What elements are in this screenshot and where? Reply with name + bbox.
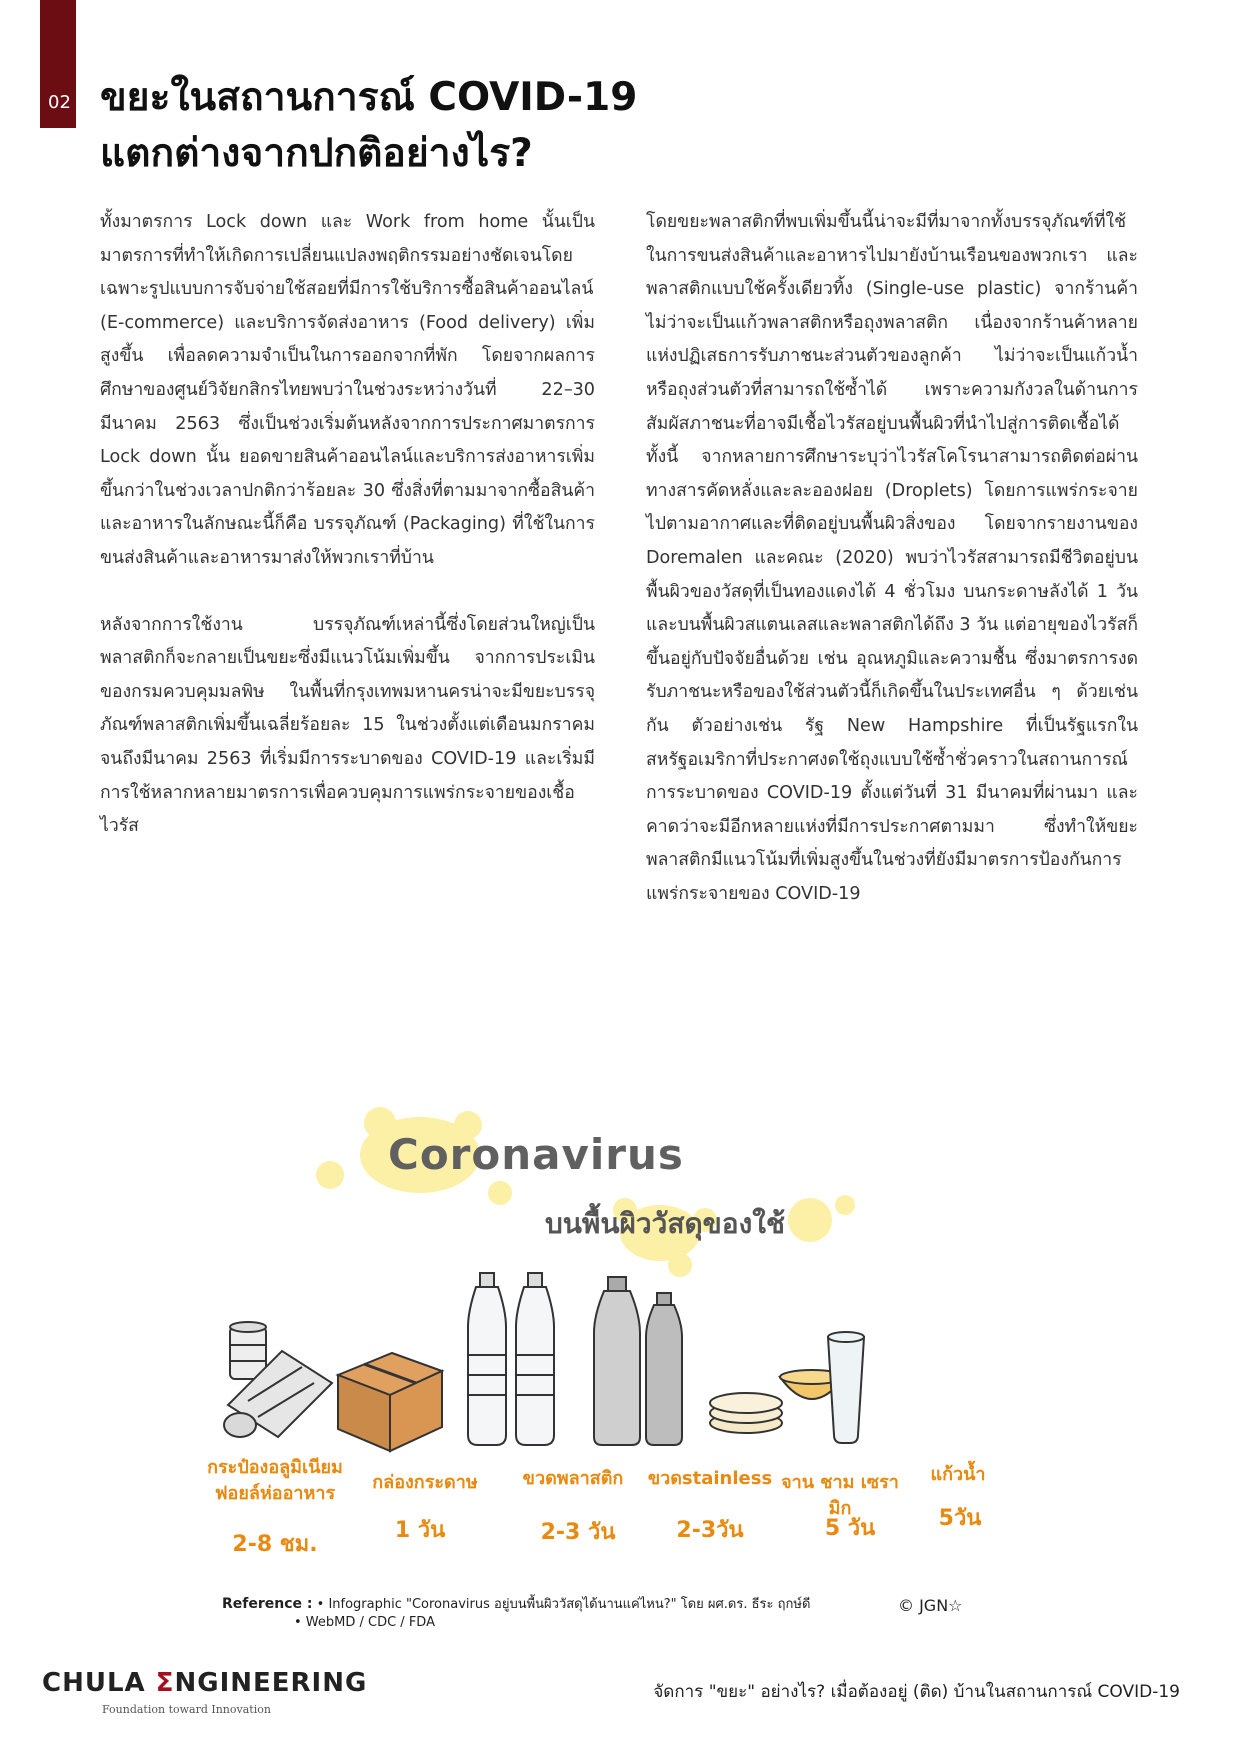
left-paragraph-1: ทั้งมาตรการ Lock down และ Work from home นั้นเป็นมาตรการที่ทำให้เกิดการเปลี่ยนแปลงพฤติกรรมอย่างชัดเจนโดยเฉพาะรูปแบบการจับจ่ายใช้สอยที่มีการใช้บริการซื้อสินค้าออนไลน์ (E-commerce) และบริการจัดส่งอาหาร (Food delivery) เพิ่มสูงขึ้น เพื่อลดความจำเป็นในการออกจากที่พัก โดยจากผลการศึกษาของศูนย์วิจัยกสิกรไทยพบว่าในช่วงระหว่างวันที่ 22–30 มีนาคม 2563 ซึ่งเป็นช่วงเริ่มต้นหลังจากการประกาศมาตรการ Lock down นั้น ยอดขายสินค้าออนไลน์และบริการส่งอาหารเพิ่มขึ้นกว่าในช่วงเวลาปกติกว่าร้อยละ 30 ซึ่งสิ่งที่ตามมาจากซื้อสินค้าและอาหารในลักษณะนี้ก็คือ บรรจุภัณฑ์ (Packaging) ที่ใช้ในการขนส่งสินค้าและอาหารมาส่งให้พวกเราที่บ้าน	[100, 212, 595, 568]
reference-label: Reference :	[222, 1596, 313, 1612]
footer-title: จัดการ "ขยะ" อย่างไร? เมื่อต้องอยู่ (ติด) บ้านในสถานการณ์ COVID-19	[653, 1682, 1180, 1702]
box-icon	[338, 1353, 442, 1451]
duration-steel-bottle: 2-3วัน	[676, 1518, 744, 1543]
page-number: 02	[48, 92, 71, 113]
duration-plastic-bottle: 2-3 วัน	[540, 1520, 616, 1545]
chula-engineering-logo	[42, 1668, 367, 1698]
logo-text-a: CHULA	[42, 1668, 156, 1698]
right-column	[646, 206, 1138, 911]
reference	[222, 1595, 810, 1632]
copyright: © JGN☆	[898, 1596, 963, 1615]
label-can-foil	[200, 1455, 350, 1507]
ceramic-icon	[710, 1370, 844, 1433]
label-steel-bottle: ขวดstainless	[647, 1468, 773, 1489]
label-can: กระป๋องอลูมิเนียม	[207, 1457, 343, 1478]
duration-ceramic: 5 วัน	[824, 1516, 876, 1541]
label-box: กล่องกระดาษ	[372, 1472, 478, 1493]
page-title	[100, 70, 700, 182]
logo-sigma: Σ	[155, 1668, 175, 1698]
label-foil: ฟอยล์ห่ออาหาร	[214, 1483, 336, 1504]
plastic-bottle-icon	[468, 1273, 554, 1445]
right-paragraph-1: โดยขยะพลาสติกที่พบเพิ่มขึ้นนี้น่าจะมีที่มาจากทั้งบรรจุภัณฑ์ที่ใช้ในการขนส่งสินค้าและอาหารไปมายังบ้านเรือนของพวกเรา และพลาสติกแบบใช้ครั้งเดียวทิ้ง (Single-use plastic) จากร้านค้า ไม่ว่าจะเป็นแก้วพลาสติกหรือถุงพลาสติก เนื่องจากร้านค้าหลายแห่งปฏิเสธการรับภาชนะส่วนตัวของลูกค้า ไม่ว่าจะเป็นแก้วน้ำหรือถุงส่วนตัวที่สามารถใช้ซ้ำได้ เพราะความกังวลในด้านการสัมผัสภาชนะที่อาจมีเชื้อไวรัสอยู่บนพื้นผิวที่นำไปสู่การติดเชื้อได้ ทั้งนี้ จากหลายการศึกษาระบุว่าไวรัสโคโรนาสามารถติดต่อผ่านทางสารคัดหลั่งและละอองฝอย (Droplets) โดยการแพร่กระจายไปตามอากาศและที่ติดอยู่บนพื้นผิวสิ่งของ โดยจากรายงานของ Doremalen และคณะ (2020) พบว่าไวรัสสามารถมีชีวิตอยู่บนพื้นผิวของวัสดุที่เป็นทองแดงได้ 4 ชั่วโมง บนกระดาษลังได้ 1 วัน และบนพื้นผิวสแตนเลสและพลาสติกได้ถึง 3 วัน แต่อายุของไวรัสก็ขึ้นอยู่กับปัจจัยอื่นด้วย เช่น อุณหภูมิและความชื้น ซึ่งมาตรการงดรับภาชนะหรือของใช้ส่วนตัวนี้ก็เกิดขึ้นในประเทศอื่น ๆ ด้วยเช่นกัน ตัวอย่างเช่น รัฐ New Hampshire ที่เป็นรัฐแรกในสหรัฐอเมริกาที่ประกาศงดใช้ถุงแบบใช้ซ้ำชั่วคราวในสถานการณ์การระบาดของ COVID-19 ตั้งแต่วันที่ 31 มีนาคมที่ผ่านมา และคาดว่าจะมีอีกหลายแห่งที่มีการประกาศตามมา ซึ่งทำให้ขยะพลาสติกมีแนวโน้มที่เพิ่มสูงขึ้นในช่วงที่ยังมีมาตรการป้องกันการแพร่กระจายของ COVID-19	[646, 212, 1138, 904]
duration-glass: 5วัน	[938, 1506, 982, 1531]
steel-bottle-icon	[594, 1277, 682, 1445]
infographic-title: Coronavirus	[388, 1130, 684, 1179]
title-line-2: แตกต่างจากปกติอย่างไร?	[100, 131, 533, 176]
logo-text-c: NGINEERING	[174, 1668, 368, 1698]
left-paragraph-2: หลังจากการใช้งาน บรรจุภัณฑ์เหล่านี้ซึ่งโดยส่วนใหญ่เป็นพลาสติกก็จะกลายเป็นขยะซึ่งมีแนวโน้มเพิ่มขึ้น จากการประเมินของกรมควบคุมมลพิษ ในพื้นที่กรุงเทพมหานครน่าจะมีขยะบรรจุภัณฑ์พลาสติกเพิ่มขึ้นเฉลี่ยร้อยละ 15 ในช่วงตั้งแต่เดือนมกราคมจนถึงมีนาคม 2563 ที่เริ่มมีการระบาดของ COVID-19 และเริ่มมีการใช้หลากหลายมาตรการเพื่อควบคุมการแพร่กระจายของเชื้อไวรัส	[100, 614, 595, 837]
label-plastic-bottle: ขวดพลาสติก	[522, 1468, 624, 1489]
duration-box: 1 วัน	[394, 1518, 446, 1543]
glass-icon	[828, 1332, 864, 1443]
reference-line-1: • Infographic "Coronavirus อยู่บนพื้นผิววัสดุได้นานแค่ไหน?" โดย ผศ.ดร. ธีระ ฤกษ์ดี	[316, 1597, 811, 1612]
logo-tagline: Foundation toward Innovation	[102, 1703, 271, 1716]
infographic-subtitle: บนพื้นผิววัสดุของใช้	[545, 1207, 785, 1240]
left-column	[100, 206, 595, 844]
title-line-1: ขยะในสถานการณ์ COVID-19	[100, 75, 638, 120]
reference-line-2: • WebMD / CDC / FDA	[294, 1615, 435, 1630]
label-ceramic: จาน ชาม เซรามิก	[781, 1472, 899, 1519]
label-glass: แก้วน้ำ	[930, 1464, 986, 1485]
duration-can-foil: 2-8 ชม.	[232, 1532, 318, 1557]
can-foil-icon	[224, 1322, 332, 1437]
